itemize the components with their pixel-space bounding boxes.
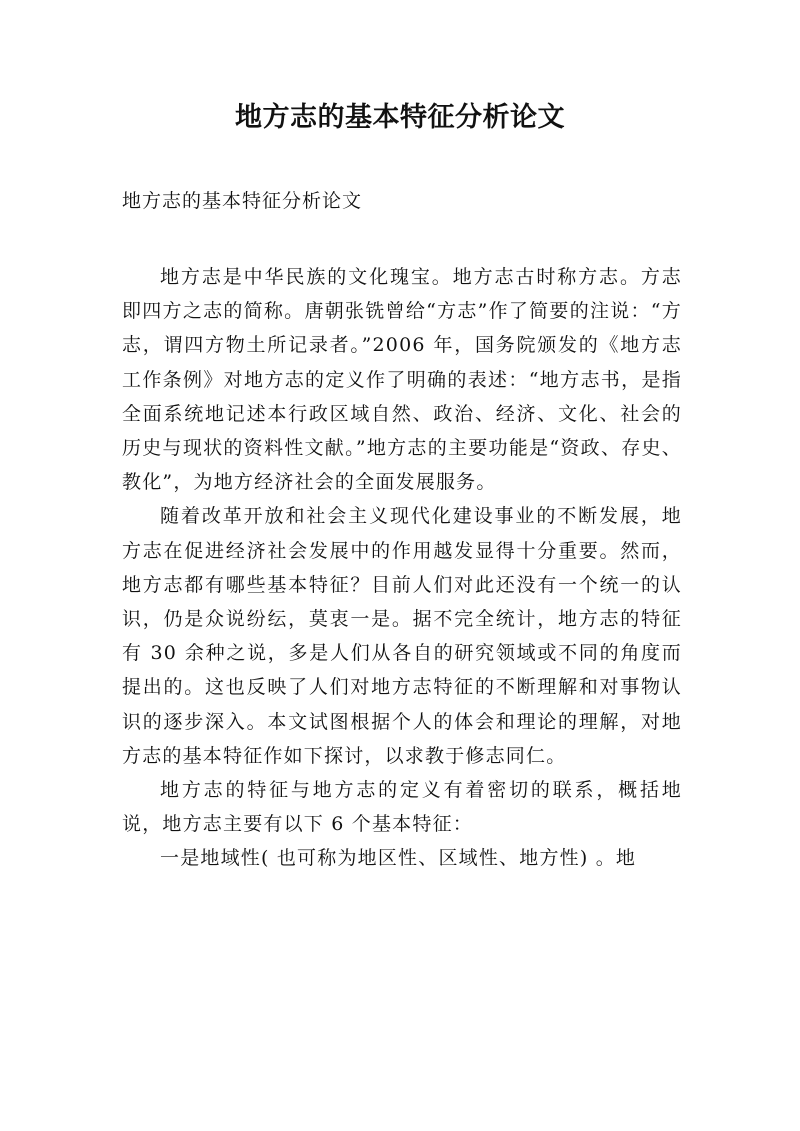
- paragraph-1: 地方志是中华民族的文化瑰宝。地方志古时称方志。方志即四方之志的简称。唐朝张铣曾给“方志”作了简要的注说：“方志，谓四方物土所记录者。”2006 年，国务院颁发的《地方志工作条例》对地方志的定义作了明确的表述：“地方志书，是指全面系统地记述本行政区域自然、政治、经济、文化、社会的历史与现状的资料性文献。”地方志的主要功能是“资政、存史、教化”，为地方经济社会的全面发展服务。: [122, 266, 682, 494]
- paragraph-3: 地方志的特征与地方志的定义有着密切的联系，概括地说，地方志主要有以下 6 个基本特征：: [122, 779, 682, 836]
- paragraph-4: 一是地域性( 也可称为地区性、区域性、地方性) 。地: [160, 847, 637, 870]
- paragraph-2: 随着改革开放和社会主义现代化建设事业的不断发展，地方志在促进经济社会发展中的作用越发显得十分重要。然而，地方志都有哪些基本特征？目前人们对此还没有一个统一的认识，仍是众说纷纭，莫衷一是。据不完全统计，地方志的特征有 30 余种之说，多是人们从各自的研究领域或不同的角度而提出的。这也反映了人们对地方志特征的不断理解和对事物认识的逐步深入。本文试图根据个人的体会和理论的理解，对地方志的基本特征作如下探讨，以求教于修志同仁。: [122, 505, 682, 767]
- document-title: 地方志的基本特征分析论文: [235, 102, 565, 133]
- document-subtitle: 地方志的基本特征分析论文: [122, 190, 363, 212]
- document-body: [122, 260, 682, 876]
